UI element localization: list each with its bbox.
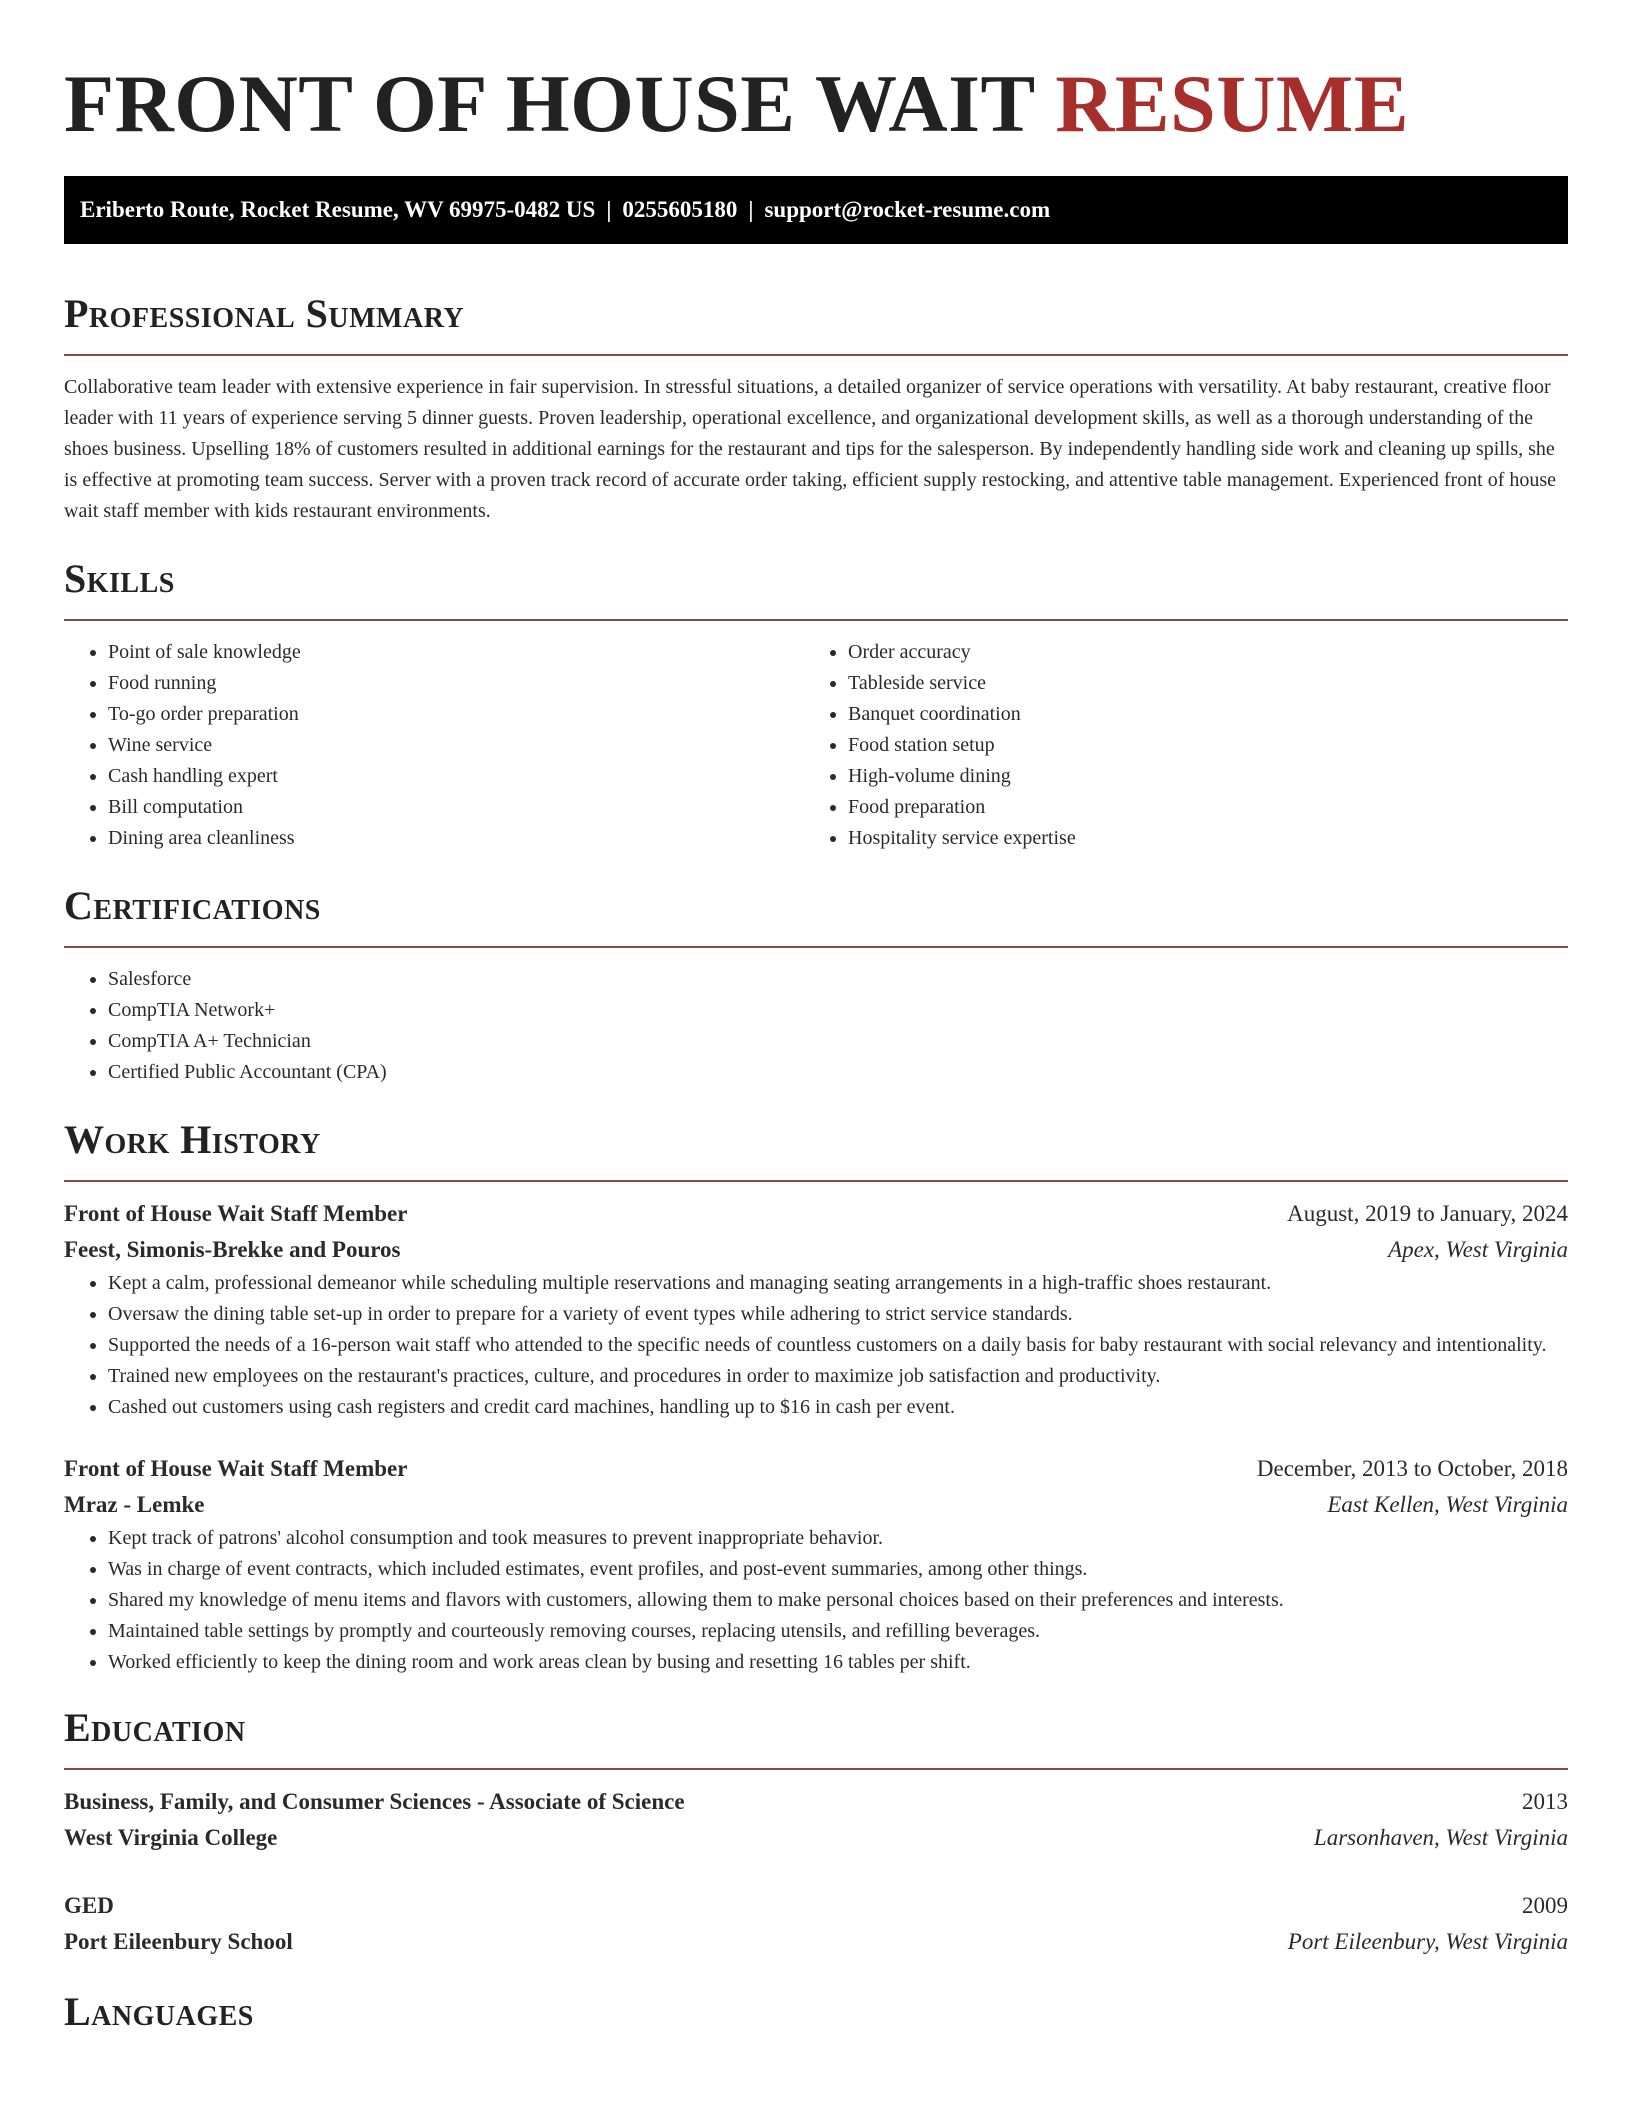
skill-item: • Cash handling expert <box>108 761 804 792</box>
work-history-section <box>64 1116 1568 1678</box>
skill-item: • Banquet coordination <box>848 699 1544 730</box>
skills-column-right <box>804 637 1544 854</box>
education-entry <box>64 1888 1568 1960</box>
certification-item: • Certified Public Accountant (CPA) <box>108 1057 1568 1088</box>
resume-title <box>64 56 1568 152</box>
job-bullet: • Worked efficiently to keep the dining room and work areas clean by busing and resetting 16 tables per shift. <box>108 1647 1568 1678</box>
section-heading: Professional Summary <box>64 290 1568 356</box>
job-bullet: • Supported the needs of a 16-person wait staff who attended to the specific needs of countless customers on a daily basis for baby restaurant with social relevancy and intentionality. <box>108 1330 1568 1361</box>
contact-phone[interactable]: 0255605180 <box>622 197 738 222</box>
job-entry <box>64 1451 1568 1678</box>
job-bullet: • Kept track of patrons' alcohol consumption and took measures to prevent inappropriate behavior. <box>108 1523 1568 1554</box>
job-location: East Kellen, West Virginia <box>1327 1492 1568 1517</box>
certification-item: • CompTIA A+ Technician <box>108 1026 1568 1057</box>
section-heading: Work History <box>64 1116 1568 1182</box>
section-heading: Skills <box>64 555 1568 621</box>
summary-text: Collaborative team leader with extensive experience in fair supervision. In stressful situations, a detailed organizer of service operations with versatility. At baby restaurant, creative floor leader with 11 years of experience serving 5 dinner guests. Proven leadership, operational excellence, and organizational development skills, as well as a thorough understanding of the shoes business. Upselling 18% of customers resulted in additional earnings for the restaurant and tips for the salesperson. By independently handling side work and cleaning up spills, she is effective at promoting team success. Server with a proven track record of accurate order taking, efficient supply restocking, and attentive table management. Experienced front of house wait staff member with kids restaurant environments. <box>64 376 1557 522</box>
job-title: Front of House Wait Staff Member <box>64 1456 408 1481</box>
job-bullet-list <box>64 1268 1568 1423</box>
job-bullet: • Kept a calm, professional demeanor while scheduling multiple reservations and managing seating arrangements in a high-traffic shoes restaurant. <box>108 1268 1568 1299</box>
job-company-row <box>64 1487 1568 1523</box>
skill-item: • Point of sale knowledge <box>108 637 804 668</box>
certifications-section <box>64 882 1568 1088</box>
section-heading: Certifications <box>64 882 1568 948</box>
education-year: 2013 <box>1522 1789 1568 1814</box>
title-main: FRONT OF HOUSE WAIT <box>64 58 1056 149</box>
skill-item: • Bill computation <box>108 792 804 823</box>
skill-item: • To-go order preparation <box>108 699 804 730</box>
education-year: 2009 <box>1522 1893 1568 1918</box>
skill-item: • Tableside service <box>848 668 1544 699</box>
skill-item: • Wine service <box>108 730 804 761</box>
job-bullet: • Trained new employees on the restaurant's practices, culture, and procedures in order to maximize job satisfaction and productivity. <box>108 1361 1568 1392</box>
education-location: Port Eileenbury, West Virginia <box>1287 1929 1568 1954</box>
job-title-row <box>64 1196 1568 1232</box>
education-entry <box>64 1784 1568 1856</box>
contact-email[interactable]: support@rocket-resume.com <box>764 197 1051 222</box>
job-title: Front of House Wait Staff Member <box>64 1201 408 1226</box>
skill-item: • Dining area cleanliness <box>108 823 804 854</box>
job-bullet: • Oversaw the dining table set-up in order to prepare for a variety of event types while adhering to strict service standards. <box>108 1299 1568 1330</box>
job-location: Apex, West Virginia <box>1388 1237 1568 1262</box>
certification-item: • Salesforce <box>108 964 1568 995</box>
education-degree-row <box>64 1888 1568 1924</box>
job-bullet-list <box>64 1523 1568 1678</box>
education-school-row <box>64 1924 1568 1960</box>
summary-section <box>64 290 1568 527</box>
contact-address: Eriberto Route, Rocket Resume, WV 69975-0482 US <box>80 197 596 222</box>
skills-column-left <box>64 637 804 854</box>
job-company: Mraz - Lemke <box>64 1492 205 1517</box>
job-company-row <box>64 1232 1568 1268</box>
skills-list-left <box>64 637 804 854</box>
skill-item: • Hospitality service expertise <box>848 823 1544 854</box>
section-heading: Languages <box>64 1989 254 2034</box>
languages-section <box>64 1988 1568 2052</box>
skill-item: • Food station setup <box>848 730 1544 761</box>
job-bullet: • Maintained table settings by promptly and courteously removing courses, replacing utensils, and refilling beverages. <box>108 1616 1568 1647</box>
education-school-row <box>64 1820 1568 1856</box>
job-bullet: • Cashed out customers using cash registers and credit card machines, handling up to $16 in cash per event. <box>108 1392 1568 1423</box>
certification-item: • CompTIA Network+ <box>108 995 1568 1026</box>
skill-item: • Order accuracy <box>848 637 1544 668</box>
job-dates: August, 2019 to January, 2024 <box>1287 1201 1568 1226</box>
section-heading: Education <box>64 1704 1568 1770</box>
education-school: Port Eileenbury School <box>64 1929 293 1954</box>
contact-bar <box>64 176 1568 244</box>
contact-separator: | <box>748 197 754 222</box>
resume-page <box>64 0 1568 2052</box>
job-bullet: • Shared my knowledge of menu items and flavors with customers, allowing them to make personal choices based on their preferences and interests. <box>108 1585 1568 1616</box>
education-location: Larsonhaven, West Virginia <box>1313 1825 1568 1850</box>
contact-separator: | <box>606 197 612 222</box>
title-accent: RESUME <box>1055 58 1410 149</box>
job-entry <box>64 1196 1568 1423</box>
certifications-list <box>64 964 1568 1088</box>
education-degree-row <box>64 1784 1568 1820</box>
skills-grid <box>64 637 1568 854</box>
education-school: West Virginia College <box>64 1825 278 1850</box>
education-degree: Business, Family, and Consumer Sciences - Associate of Science <box>64 1789 685 1814</box>
education-section <box>64 1704 1568 1960</box>
skill-item: • Food preparation <box>848 792 1544 823</box>
skills-section <box>64 555 1568 854</box>
job-bullet: • Was in charge of event contracts, which included estimates, event profiles, and post-event summaries, among other things. <box>108 1554 1568 1585</box>
job-company: Feest, Simonis-Brekke and Pouros <box>64 1237 401 1262</box>
skill-item: • High-volume dining <box>848 761 1544 792</box>
job-title-row <box>64 1451 1568 1487</box>
job-dates: December, 2013 to October, 2018 <box>1256 1456 1568 1481</box>
skills-list-right <box>804 637 1544 854</box>
skill-item: • Food running <box>108 668 804 699</box>
education-degree: GED <box>64 1893 114 1918</box>
